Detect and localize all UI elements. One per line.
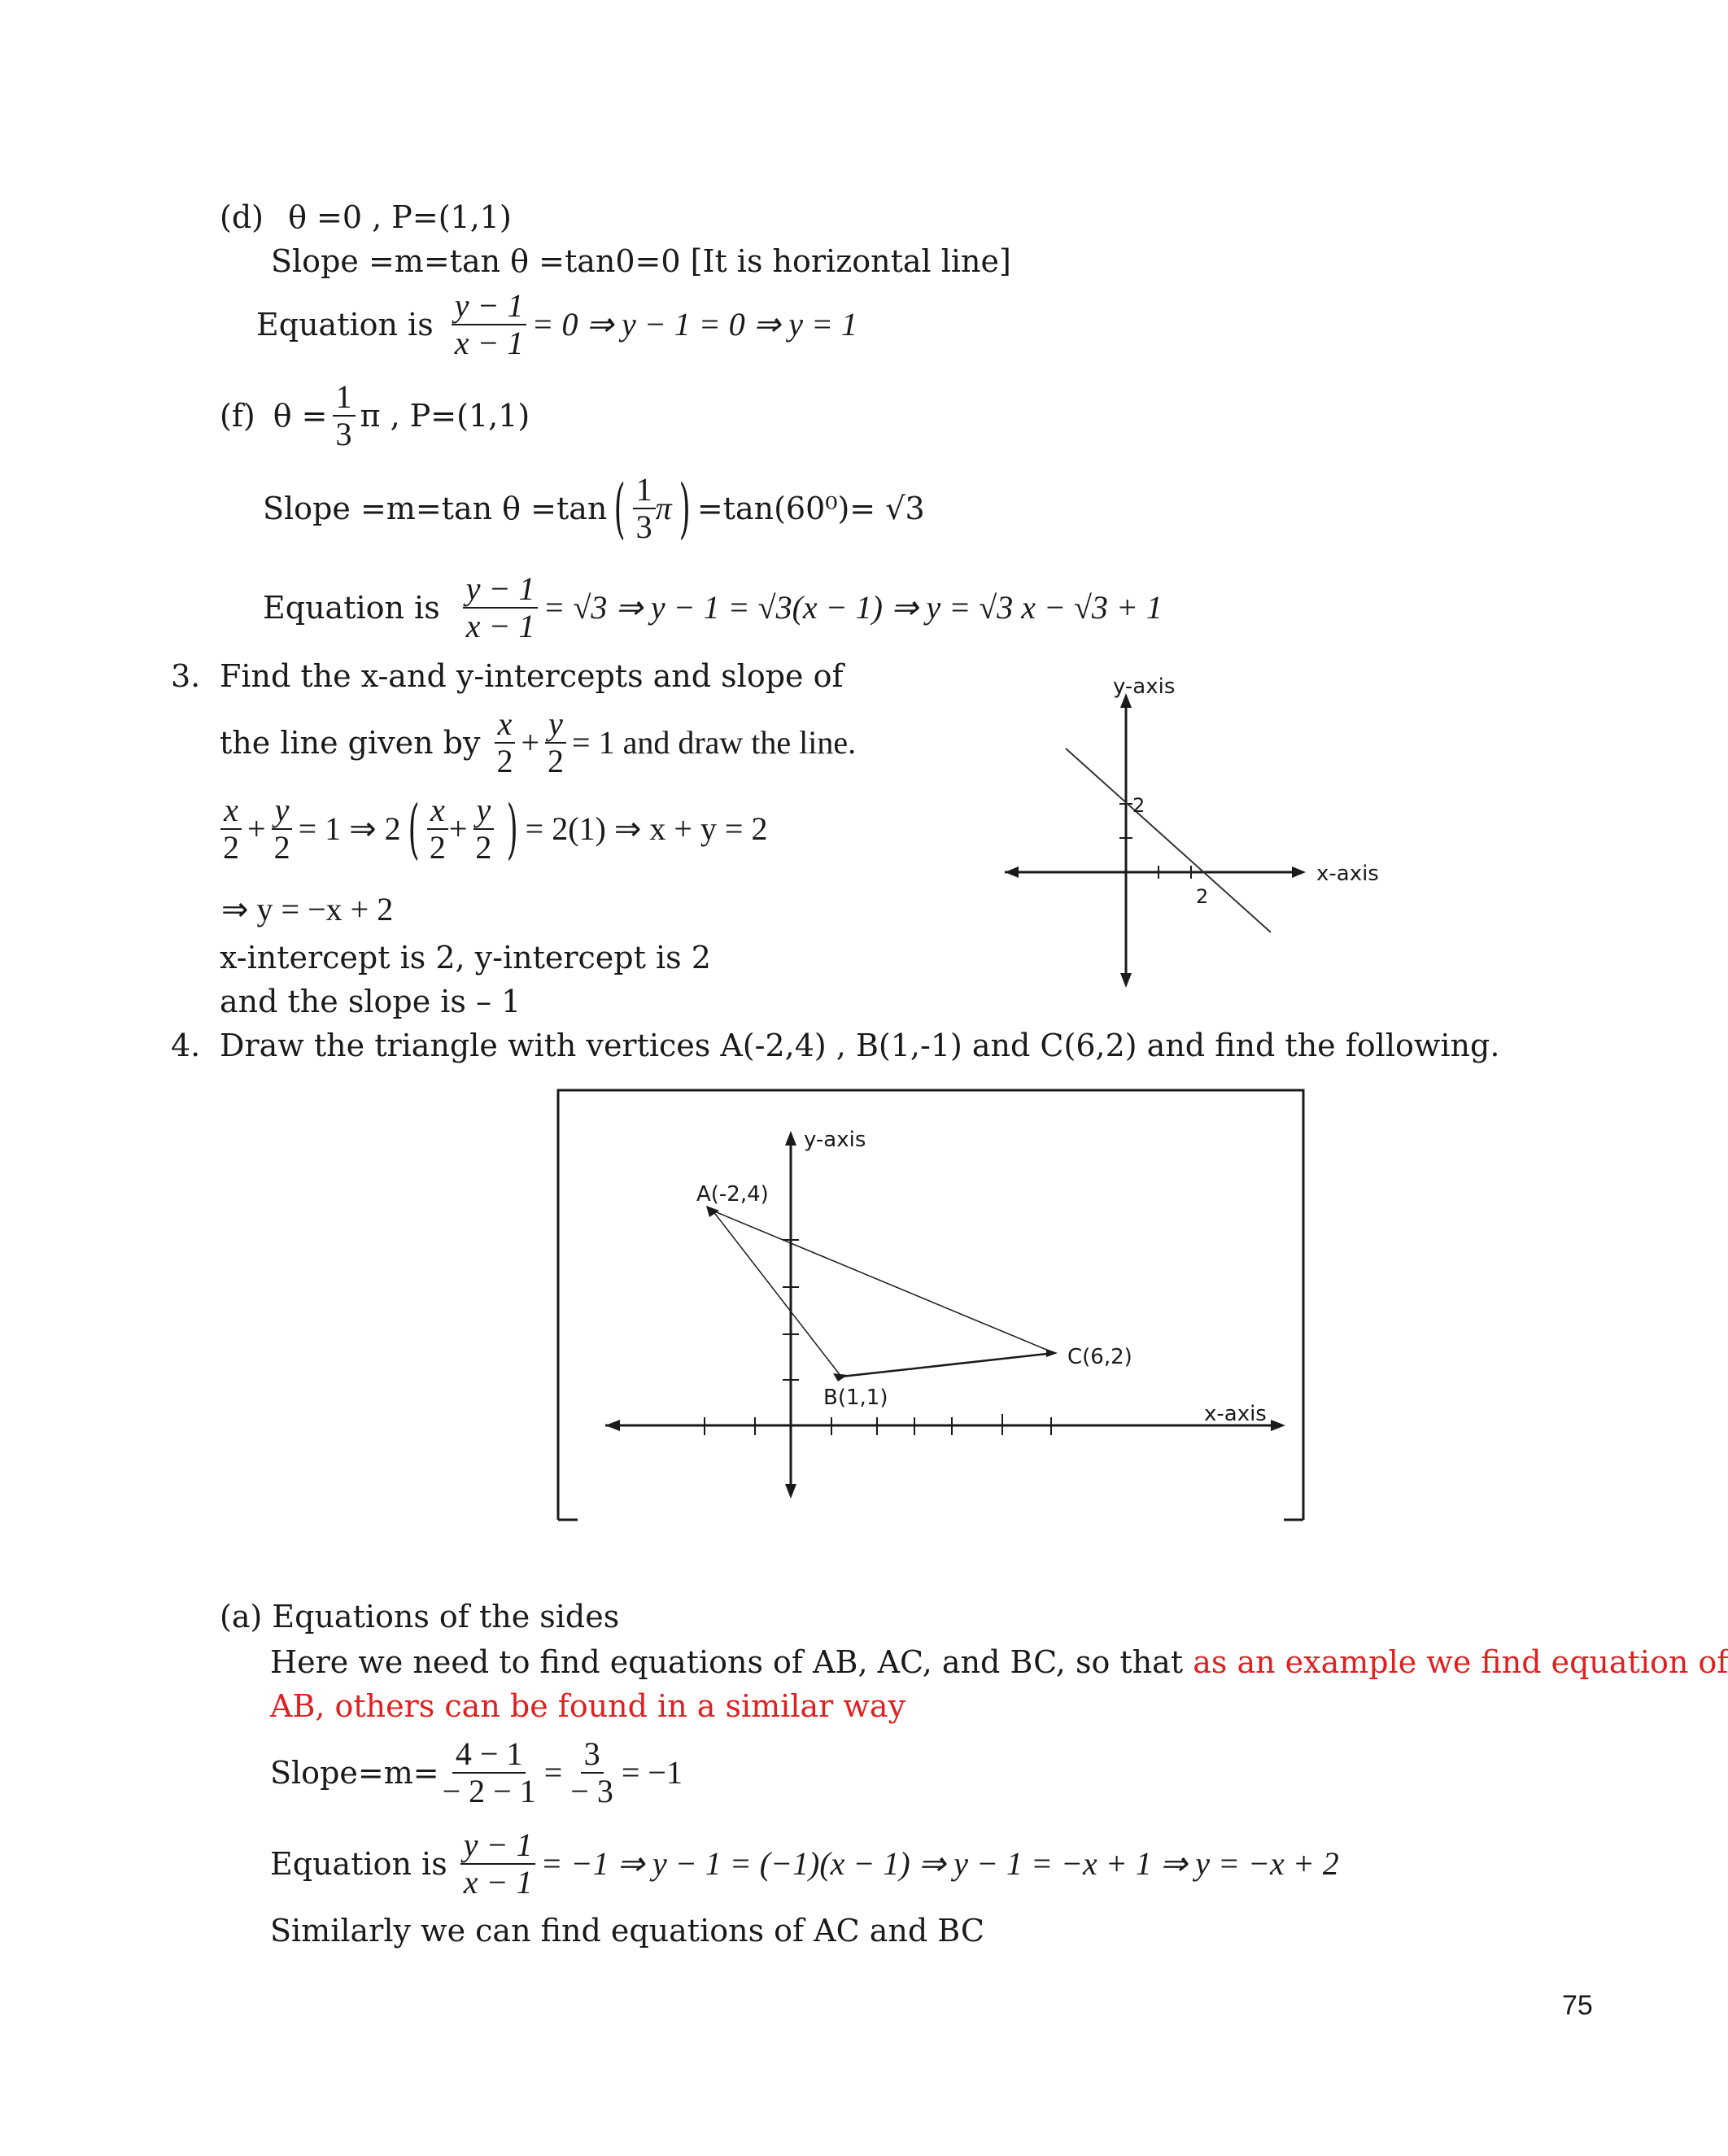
eq-label: Equation is — [256, 307, 434, 343]
q4-part-a-title: (a) Equations of the sides — [220, 1599, 620, 1634]
fraction — [426, 794, 449, 864]
page-number: 75 — [1562, 1990, 1593, 2021]
slope-rest: = −1 — [621, 1754, 683, 1791]
part-f-label: (f) — [220, 398, 255, 434]
equation-rest: = 0 ⇒ y − 1 = 0 ⇒ y = 1 — [531, 306, 857, 343]
numerator: 3 — [581, 1738, 604, 1774]
fraction — [439, 1735, 539, 1809]
y-axis-label: y-axis — [1113, 674, 1176, 699]
q4-text: Draw the triangle with vertices A(-2,4) , B(1,-1) and C(6,2) and find the following. — [220, 1028, 1500, 1063]
eq-label: Equation is — [263, 590, 440, 626]
q4-part-a-text-line2: AB, others can be found in a similar way — [270, 1688, 906, 1724]
vertex-c-marker — [1046, 1349, 1058, 1357]
theta-prefix: θ = — [273, 398, 328, 434]
q4-triangle-graph — [553, 1087, 1310, 1526]
plus-sign: + — [521, 724, 540, 761]
right-paren: ) — [507, 791, 519, 866]
fraction — [452, 287, 527, 361]
numerator: 1 — [633, 474, 656, 509]
numerator: 4 − 1 — [452, 1738, 526, 1774]
q3-line-graph — [993, 667, 1399, 993]
x-axis-right-arrow — [1292, 866, 1306, 878]
x-axis-label: x-axis — [1316, 862, 1379, 886]
denominator: − 3 — [570, 1773, 613, 1809]
graph-line-y-eq-neg-x-plus-2 — [1066, 748, 1271, 932]
side-ac — [713, 1211, 1054, 1353]
vertex-a-marker — [706, 1206, 719, 1217]
numerator: x — [220, 794, 242, 830]
side-ab — [713, 1211, 841, 1377]
q4-similarly: Similarly we can find equations of AC and BC — [270, 1913, 985, 1949]
fraction — [544, 705, 567, 779]
text-black: Here we need to find equations of AB, AC, and BC, so that — [270, 1644, 1184, 1680]
denominator: 2 — [223, 829, 239, 866]
y-axis-label: y-axis — [804, 1128, 866, 1152]
part-d-equation — [256, 287, 857, 361]
vertex-b-label: B(1,1) — [823, 1386, 888, 1410]
part-d-given: θ =0 , P=(1,1) — [288, 199, 512, 235]
numerator: x — [427, 794, 448, 830]
q3-slope: and the slope is – 1 — [220, 984, 521, 1019]
denominator: 2 — [475, 829, 492, 866]
denominator: − 2 − 1 — [442, 1773, 536, 1809]
fraction — [567, 1735, 617, 1809]
y-axis-top-arrow — [785, 1131, 796, 1146]
fraction — [493, 705, 516, 779]
vertex-a-label: A(-2,4) — [696, 1182, 769, 1207]
fraction — [271, 794, 294, 864]
eq-label: Equation is — [270, 1846, 447, 1882]
fraction — [460, 1826, 536, 1901]
q3-derivation — [220, 791, 768, 866]
slope-prefix: Slope=m= — [270, 1755, 439, 1791]
fraction — [472, 794, 495, 864]
part-f-rest: π , P=(1,1) — [360, 398, 530, 434]
pi-symbol: π — [655, 490, 672, 526]
vertex-c-label: C(6,2) — [1067, 1345, 1132, 1369]
fraction — [220, 794, 242, 864]
fraction — [633, 471, 656, 545]
numerator: y − 1 — [460, 1829, 536, 1865]
part-d-slope: Slope =m=tan θ =tan0=0 [It is horizontal line] — [271, 243, 1011, 279]
denominator: x − 1 — [465, 608, 535, 644]
numerator: y − 1 — [452, 290, 527, 325]
denominator: x − 1 — [454, 325, 524, 361]
left-paren: ( — [613, 470, 626, 546]
denominator: 2 — [429, 829, 446, 866]
plus-sign: + — [448, 810, 468, 847]
denominator: x − 1 — [463, 1864, 533, 1901]
q4-number: 4. — [171, 1028, 201, 1063]
x-tick-label: 2 — [1196, 885, 1209, 908]
side-bc — [841, 1353, 1054, 1377]
y-tick-label: 2 — [1132, 794, 1145, 817]
q3-intercepts: x-intercept is 2, y-intercept is 2 — [220, 940, 711, 975]
numerator: 1 — [333, 381, 356, 417]
fraction — [463, 570, 539, 644]
q4-part-a-text-line1 — [270, 1644, 1728, 1680]
equation-rest: = √3 ⇒ y − 1 = √3(x − 1) ⇒ y = √3 x − √3 + 1 — [543, 589, 1163, 626]
equation-rest: = −1 ⇒ y − 1 = (−1)(x − 1) ⇒ y − 1 = −x + 1 ⇒ y = −x + 2 — [540, 1845, 1339, 1882]
slope-prefix: Slope =m=tan θ =tan — [263, 491, 608, 526]
vertex-b-marker — [833, 1373, 848, 1381]
step-rest: = 2(1) ⇒ x + y = 2 — [525, 810, 768, 847]
right-paren: ) — [679, 470, 691, 546]
y-axis-bottom-arrow — [1120, 973, 1132, 988]
part-d-label: (d) — [220, 199, 264, 235]
text-red: as an example we find equation of — [1193, 1644, 1728, 1680]
numerator: y — [545, 708, 566, 744]
denominator: 2 — [273, 829, 290, 866]
x-axis-left-arrow — [605, 1420, 620, 1431]
part-f-equation — [263, 570, 1163, 644]
slope-rest: =tan(60⁰)= √3 — [696, 491, 925, 526]
q4-slope — [270, 1735, 683, 1809]
denominator: 3 — [335, 416, 352, 452]
denominator: 3 — [635, 508, 652, 545]
q3-line1: Find the x-and y-intercepts and slope of — [220, 658, 844, 694]
q4-equation — [270, 1826, 1339, 1901]
numerator: y — [473, 794, 495, 830]
numerator: y — [272, 794, 293, 830]
graph-frame — [558, 1090, 1303, 1520]
fraction — [333, 378, 356, 452]
x-axis-right-arrow — [1271, 1420, 1285, 1431]
q3-implies: ⇒ y = −x + 2 — [221, 891, 394, 927]
q3-number: 3. — [171, 658, 201, 694]
equals-sign: = — [543, 1754, 563, 1791]
numerator: x — [495, 708, 516, 744]
numerator: y − 1 — [463, 573, 539, 609]
denominator: 2 — [548, 743, 565, 779]
part-f-slope — [263, 470, 925, 546]
line2-prefix: the line given by — [220, 725, 481, 761]
part-f-header — [220, 378, 530, 452]
x-axis-label: x-axis — [1204, 1402, 1267, 1426]
plus-sign: + — [247, 810, 266, 847]
left-paren: ( — [408, 791, 420, 866]
x-axis-left-arrow — [1005, 866, 1019, 878]
line2-suffix: = 1 and draw the line. — [572, 724, 857, 761]
part-d-header — [220, 199, 512, 235]
y-axis-bottom-arrow — [785, 1484, 796, 1499]
step-middle: = 1 ⇒ 2 — [298, 810, 401, 847]
q3-line2 — [220, 705, 857, 779]
denominator: 2 — [496, 743, 513, 779]
